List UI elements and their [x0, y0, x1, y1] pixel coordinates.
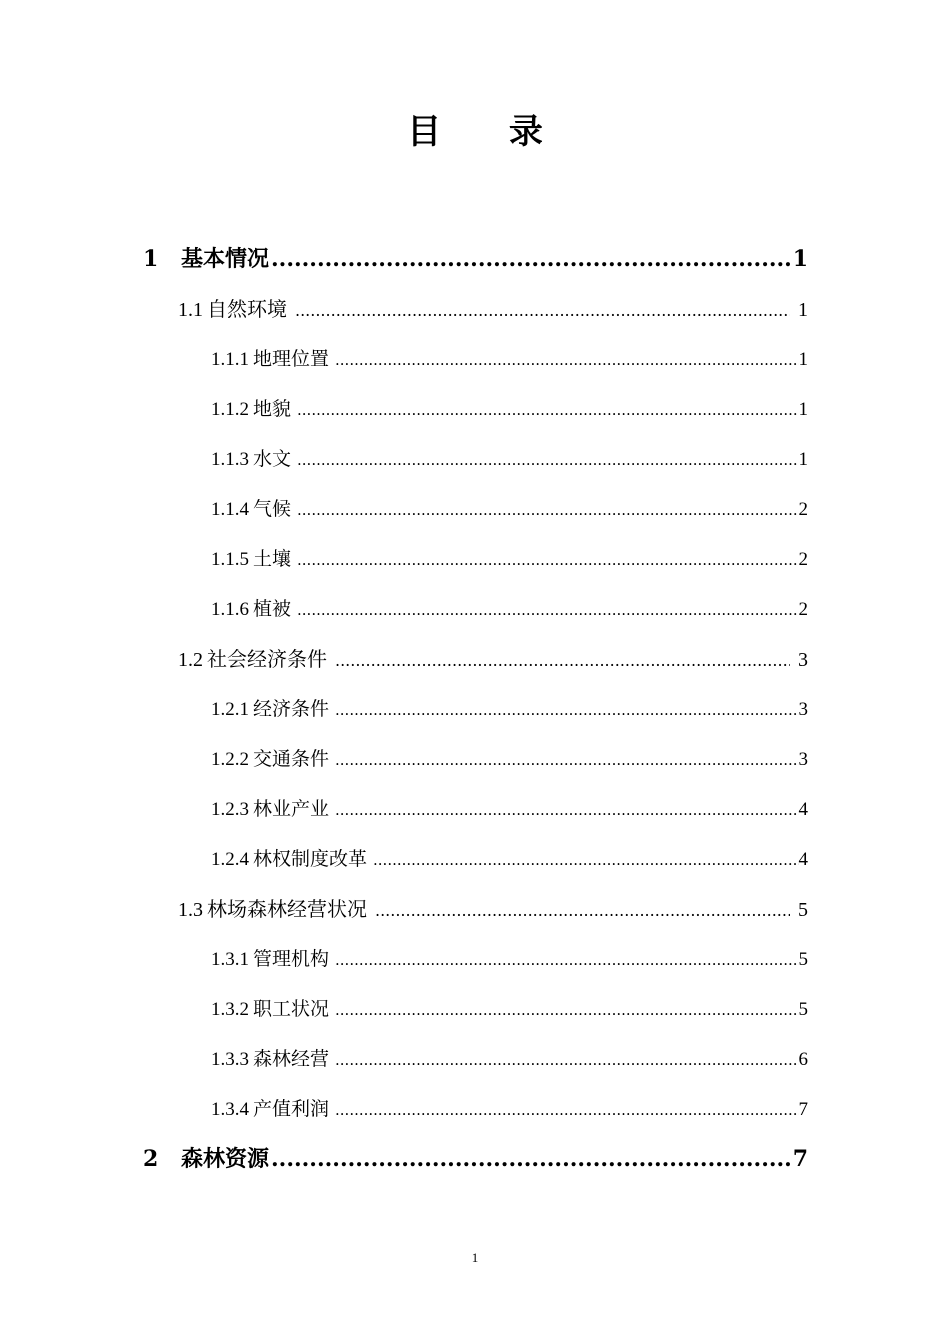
toc-entry-page: 7: [798, 1099, 808, 1120]
toc-entry-title: 基本情况: [181, 247, 270, 272]
dot-leader: [335, 1085, 798, 1135]
toc-entry-title: 水文: [253, 448, 292, 470]
toc-entry-number: 1.1.1: [211, 349, 249, 370]
toc-entry-title: 社会经济条件: [207, 647, 327, 671]
toc-entry-page: 2: [798, 499, 808, 520]
dot-leader: [335, 335, 798, 385]
toc-entry-page: 1: [798, 299, 808, 321]
toc-entry-title: 土壤: [253, 548, 292, 570]
toc-entry-page: 5: [798, 999, 808, 1020]
toc-entry-number: 1.1.2: [211, 399, 249, 420]
dot-leader: [297, 385, 798, 435]
dot-leader: [297, 535, 798, 585]
toc-entry-page: 7: [792, 1146, 808, 1172]
toc-entry[interactable]: [0, 484, 808, 534]
toc-entry-number: 1.2.4: [211, 849, 249, 870]
toc-entry-title: 交通条件: [253, 748, 330, 770]
dot-leader: [335, 785, 798, 835]
toc-entry-title: 林业产业: [253, 798, 330, 820]
toc-entry-number: 1.2.1: [211, 699, 249, 720]
toc-entry[interactable]: [0, 284, 808, 334]
toc-entry-page: 1: [798, 399, 808, 420]
dot-leader: [297, 485, 798, 535]
toc-entry[interactable]: [0, 1134, 808, 1184]
toc-entry[interactable]: [0, 234, 808, 284]
toc-entry-page: 1: [798, 349, 808, 370]
toc-entry[interactable]: [0, 884, 808, 934]
toc-entry-title: 森林资源: [181, 1147, 270, 1172]
dot-leader: [335, 985, 798, 1035]
dot-leader: [335, 935, 798, 985]
toc-entry-page: 4: [798, 799, 808, 820]
toc-entry-title: 植被: [253, 598, 292, 620]
dot-leader: [335, 735, 798, 785]
toc-entry-title: 地理位置: [253, 348, 330, 370]
toc-entry-title: 森林经营: [253, 1048, 330, 1070]
toc-entry-number: 1.3.3: [211, 1049, 249, 1070]
toc-entry[interactable]: [0, 684, 808, 734]
toc-entry[interactable]: [0, 934, 808, 984]
toc-entry-title: 自然环境: [207, 297, 287, 321]
toc-entry-page: 6: [798, 1049, 808, 1070]
dot-leader: [335, 1035, 798, 1085]
dot-leader: [271, 1134, 791, 1184]
toc-entry-title: 产值利润: [253, 1098, 330, 1120]
toc-entry-title: 气候: [253, 498, 292, 520]
dot-leader: [297, 585, 798, 635]
toc-entry[interactable]: [0, 534, 808, 584]
dot-leader: [295, 286, 790, 336]
dot-leader: [373, 835, 798, 885]
table-of-contents: [0, 234, 950, 1184]
toc-entry-page: 3: [798, 649, 808, 671]
toc-entry-page: 1: [798, 449, 808, 470]
toc-entry-number: 1.1: [178, 299, 203, 321]
toc-entry-number: 1.3.1: [211, 949, 249, 970]
toc-entry-page: 1: [792, 246, 808, 272]
dot-leader: [375, 886, 790, 936]
toc-entry[interactable]: [0, 1034, 808, 1084]
toc-entry-page: 3: [798, 749, 808, 770]
dot-leader: [297, 435, 798, 485]
toc-entry-number: 1.1.6: [211, 599, 249, 620]
toc-entry-number: 1.2.2: [211, 749, 249, 770]
toc-entry-number: 1.3: [178, 899, 203, 921]
toc-entry[interactable]: [0, 984, 808, 1034]
toc-entry[interactable]: [0, 334, 808, 384]
toc-entry-page: 2: [798, 549, 808, 570]
toc-entry[interactable]: [0, 784, 808, 834]
toc-entry-page: 4: [798, 849, 808, 870]
toc-entry-title: 管理机构: [253, 948, 330, 970]
page-title: 目 录: [407, 112, 571, 152]
toc-entry-title: 林权制度改革: [253, 848, 368, 870]
toc-entry-number: 1.1.5: [211, 549, 249, 570]
toc-entry-title: 职工状况: [253, 998, 330, 1020]
toc-entry[interactable]: [0, 834, 808, 884]
toc-entry-number: 1.3.2: [211, 999, 249, 1020]
toc-entry-page: 3: [798, 699, 808, 720]
toc-entry-page: 5: [798, 899, 808, 921]
page-number: 1: [471, 1250, 479, 1265]
toc-entry-number: 1.2.3: [211, 799, 249, 820]
toc-entry-number: 1.3.4: [211, 1099, 249, 1120]
toc-entry[interactable]: [0, 1084, 808, 1134]
toc-entry[interactable]: [0, 634, 808, 684]
toc-entry[interactable]: [0, 584, 808, 634]
toc-entry-title: 地貌: [253, 398, 292, 420]
toc-entry-number: 1.2: [178, 649, 203, 671]
toc-entry-page: 5: [798, 949, 808, 970]
toc-entry-number: 1: [143, 246, 159, 272]
toc-entry-title: 经济条件: [253, 698, 330, 720]
toc-entry-page: 2: [798, 599, 808, 620]
toc-entry[interactable]: [0, 384, 808, 434]
toc-entry-number: 1.1.4: [211, 499, 249, 520]
dot-leader: [335, 636, 790, 686]
toc-entry-number: 2: [143, 1146, 159, 1172]
dot-leader: [271, 234, 791, 284]
toc-entry-number: 1.1.3: [211, 449, 249, 470]
toc-entry-title: 林场森林经营状况: [207, 897, 367, 921]
toc-entry[interactable]: [0, 734, 808, 784]
dot-leader: [335, 685, 798, 735]
toc-entry[interactable]: [0, 434, 808, 484]
